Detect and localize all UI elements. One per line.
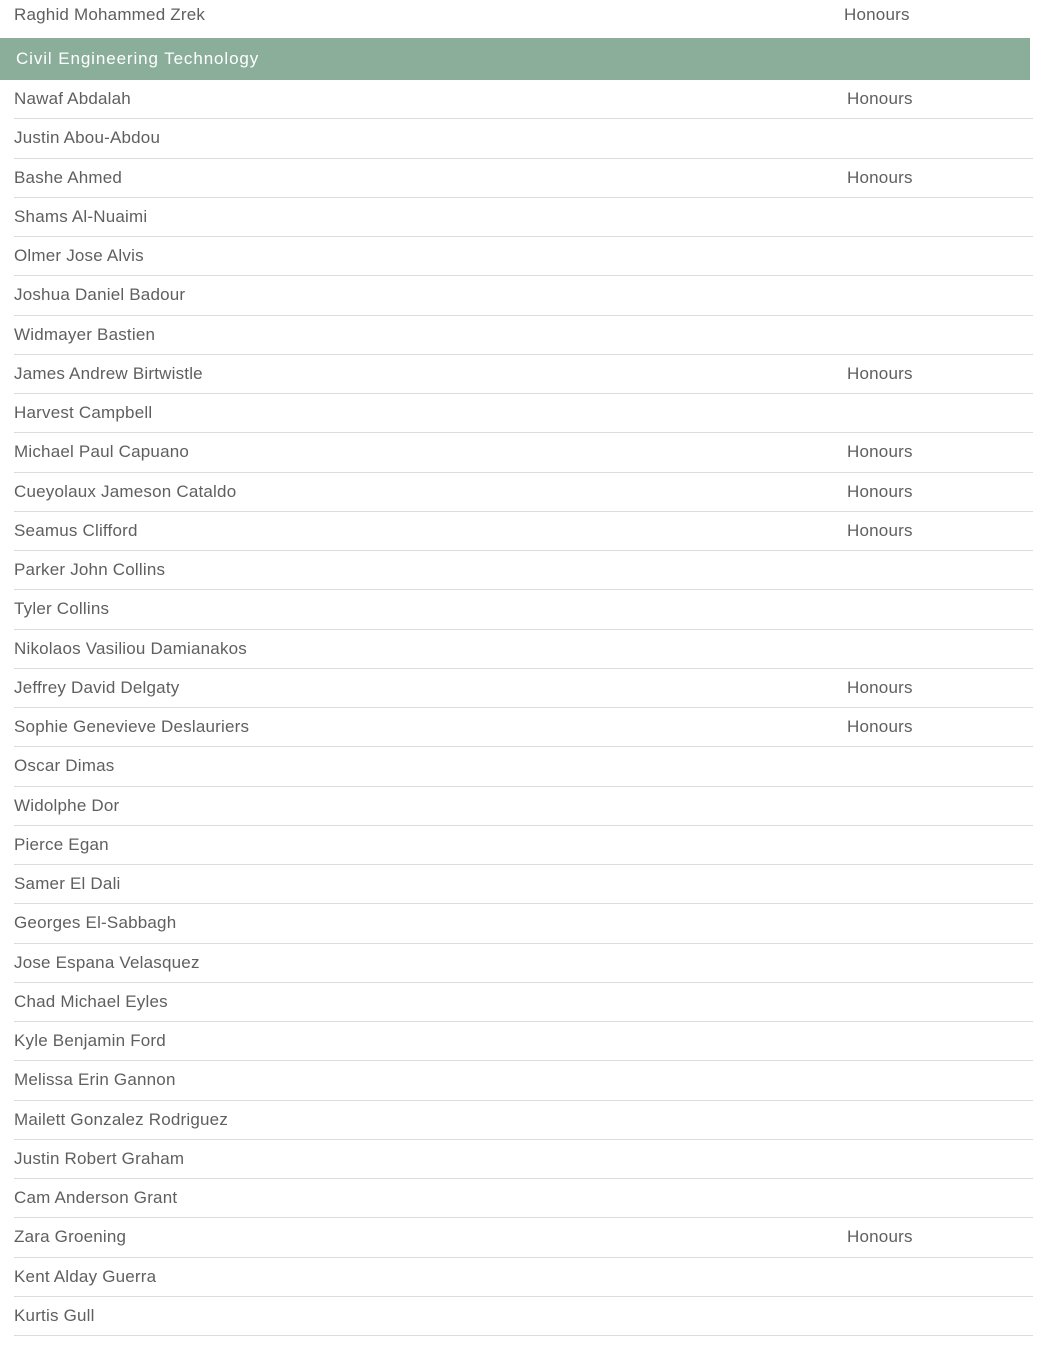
table-row [14,512,1033,551]
table-row [14,787,1033,826]
table-row [14,355,1033,394]
table-row [14,394,1033,433]
list-item [14,0,1030,30]
table-row [14,1179,1033,1218]
student-name: Nawaf Abdalah [14,89,131,109]
student-name: Widolphe Dor [14,795,120,815]
student-name: Kurtis Gull [14,1305,95,1325]
honours-status: Honours [847,167,913,187]
honours-status: Honours [847,442,913,462]
student-name: Joshua Daniel Badour [14,285,186,305]
honours-status: Honours [844,5,910,24]
honours-status: Honours [847,89,913,109]
table-row [14,473,1033,512]
student-name: James Andrew Birtwistle [14,363,203,383]
student-name: Oscar Dimas [14,756,115,776]
student-name: Cueyolaux Jameson Cataldo [14,481,237,501]
student-name: Chad Michael Eyles [14,991,168,1011]
student-name: Parker John Collins [14,560,166,580]
student-name: Shams Al-Nuaimi [14,206,148,226]
student-name: Melissa Erin Gannon [14,1070,176,1090]
table-row [14,237,1033,276]
table-row [14,119,1033,158]
table-row [14,1101,1033,1140]
student-name: Sophie Genevieve Deslauriers [14,717,250,737]
table-row [14,944,1033,983]
honours-status: Honours [847,363,913,383]
table-row [14,1258,1033,1297]
student-name: Jeffrey David Delgaty [14,677,180,697]
table-row [14,630,1033,669]
table-row [14,159,1033,198]
table-row [14,80,1033,119]
table-row [14,433,1033,472]
honours-status: Honours [847,520,913,540]
student-list [14,80,1033,1336]
program-title: Civil Engineering Technology [16,49,260,68]
student-name: Zara Groening [14,1227,127,1247]
table-row [14,865,1033,904]
student-name: Raghid Mohammed Zrek [14,5,206,24]
student-name: Samer El Dali [14,874,121,894]
table-row [14,669,1033,708]
honours-status: Honours [847,717,913,737]
student-name: Jose Espana Velasquez [14,952,200,972]
table-row [14,826,1033,865]
student-name: Olmer Jose Alvis [14,246,144,266]
table-row [14,1297,1033,1336]
table-row [14,1140,1033,1179]
student-name: Kent Alday Guerra [14,1266,157,1286]
table-row [14,983,1033,1022]
table-row [14,590,1033,629]
student-name: Cam Anderson Grant [14,1188,178,1208]
honours-status: Honours [847,481,913,501]
table-row [14,1022,1033,1061]
student-name: Pierce Egan [14,834,109,854]
student-name: Bashe Ahmed [14,167,123,187]
student-name: Justin Abou-Abdou [14,128,161,148]
honours-status: Honours [847,677,913,697]
student-name: Mailett Gonzalez Rodriguez [14,1109,229,1129]
program-section-header [0,38,1030,80]
student-name: Harvest Campbell [14,403,153,423]
student-name: Tyler Collins [14,599,110,619]
table-row [14,747,1033,786]
table-row [14,904,1033,943]
table-row [14,1061,1033,1100]
table-row [14,316,1033,355]
student-name: Widmayer Bastien [14,324,156,344]
honours-status: Honours [847,1227,913,1247]
table-row [14,198,1033,237]
student-name: Seamus Clifford [14,520,138,540]
student-name: Nikolaos Vasiliou Damianakos [14,638,247,658]
table-row [14,708,1033,747]
table-row [14,1218,1033,1257]
student-name: Michael Paul Capuano [14,442,190,462]
table-row [14,276,1033,315]
student-name: Justin Robert Graham [14,1148,185,1168]
table-row [14,551,1033,590]
student-name: Kyle Benjamin Ford [14,1031,166,1051]
student-name: Georges El-Sabbagh [14,913,177,933]
